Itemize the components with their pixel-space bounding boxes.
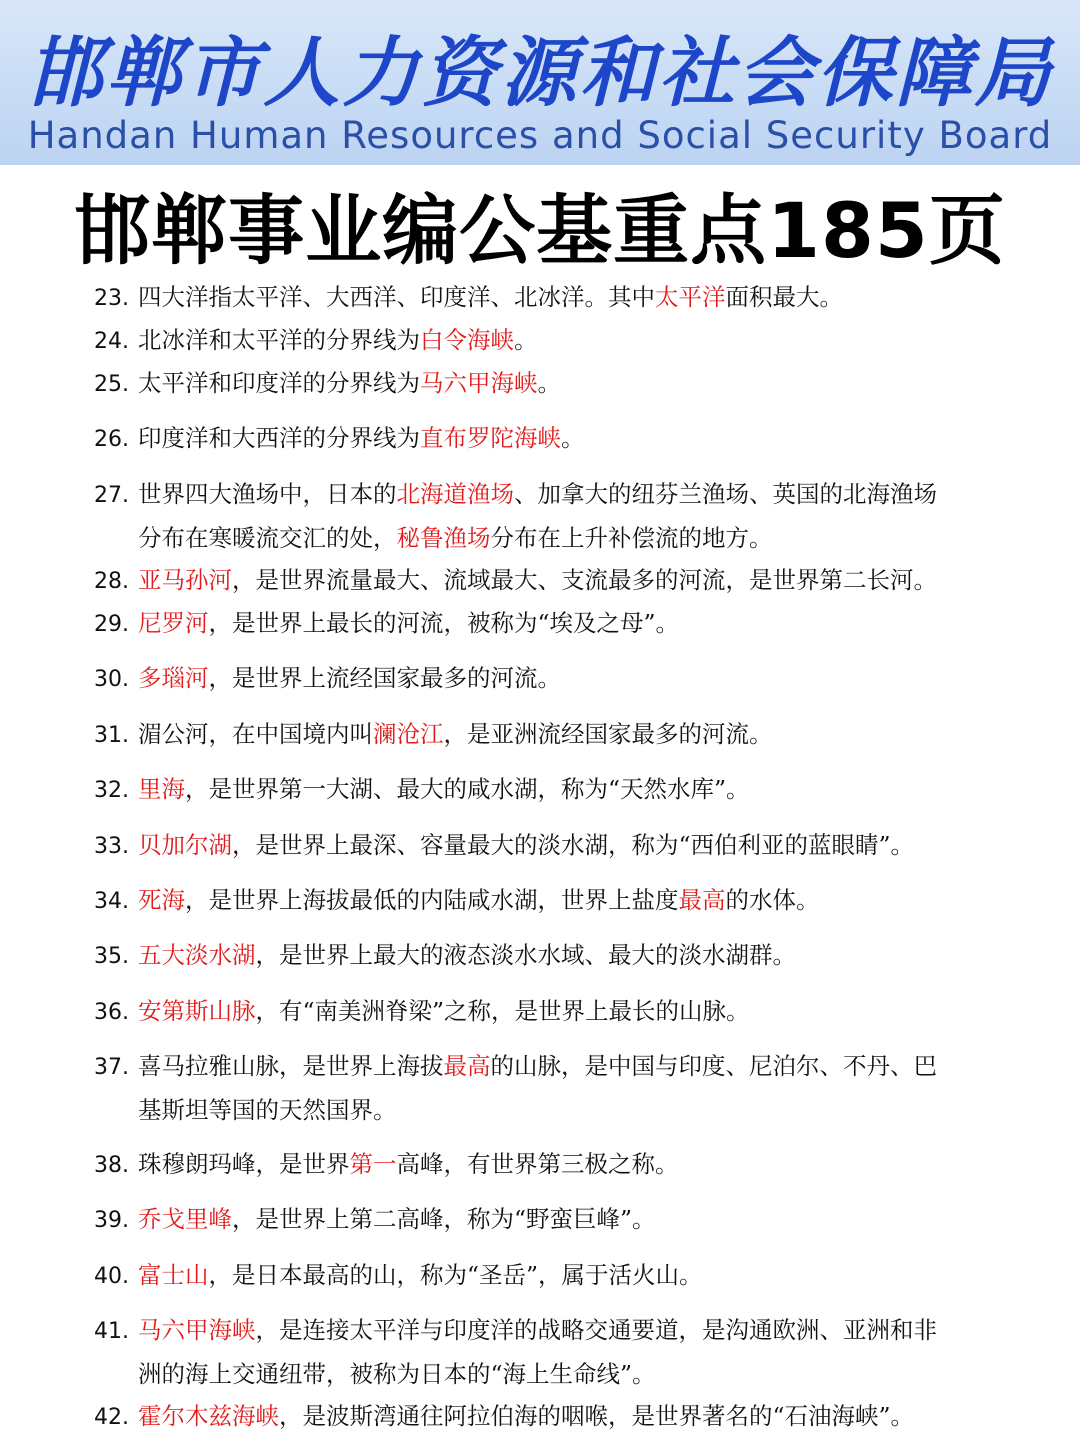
item-number: 30. xyxy=(94,667,129,692)
item-number: 29. xyxy=(94,612,129,637)
knowledge-point-item xyxy=(94,362,974,406)
item-number: 31. xyxy=(94,723,129,748)
item-text: 分布在寒暖流交汇的处， xyxy=(138,524,397,552)
highlight-text: 里海 xyxy=(138,775,185,803)
item-line xyxy=(94,1353,974,1396)
knowledge-point-item xyxy=(94,276,974,320)
knowledge-point-item xyxy=(94,768,974,812)
knowledge-point-item xyxy=(94,1254,974,1298)
item-line xyxy=(94,934,974,978)
knowledge-point-item xyxy=(94,990,974,1034)
item-line xyxy=(94,768,974,812)
highlight-text: 太平洋 xyxy=(655,283,726,311)
item-line xyxy=(94,1198,974,1242)
highlight-text: 贝加尔湖 xyxy=(138,831,232,859)
item-text: 印度洋和大西洋的分界线为 xyxy=(138,424,420,452)
item-text: 高峰，有世界第三极之称。 xyxy=(396,1150,679,1178)
item-line xyxy=(94,1045,974,1089)
item-text: ，是世界上最长的河流，被称为“埃及之母”。 xyxy=(208,609,680,637)
item-text: ，是连接太平洋与印度洋的战略交通要道，是沟通欧洲、亚洲和非 xyxy=(255,1316,937,1344)
item-text: ，是日本最高的山，称为“圣岳”，属于活火山。 xyxy=(208,1261,703,1289)
item-number: 39. xyxy=(94,1208,129,1233)
item-line xyxy=(94,362,974,406)
knowledge-point-item xyxy=(94,1198,974,1242)
item-text: 。 xyxy=(561,424,585,452)
item-text: 、加拿大的纽芬兰渔场、英国的北海渔场 xyxy=(514,480,937,508)
item-text: ，是世界上流经国家最多的河流。 xyxy=(208,664,561,692)
item-text: 。 xyxy=(514,326,538,354)
highlight-text: 最高 xyxy=(443,1052,491,1080)
highlight-text: 富士山 xyxy=(138,1261,209,1289)
item-text: ，是世界第一大湖、最大的咸水湖，称为“天然水库”。 xyxy=(185,775,750,803)
item-text: 世界四大渔场中，日本的 xyxy=(138,480,397,508)
item-text: 洲的海上交通纽带，被称为日本的“海上生命线”。 xyxy=(138,1360,656,1388)
item-text: ，是亚洲流经国家最多的河流。 xyxy=(443,720,773,748)
item-number: 42. xyxy=(94,1405,129,1430)
item-line xyxy=(94,879,974,923)
item-number: 36. xyxy=(94,1000,129,1025)
knowledge-point-item xyxy=(94,559,974,603)
highlight-text: 多瑙河 xyxy=(138,664,209,692)
highlight-text: 澜沧江 xyxy=(373,720,444,748)
item-text: 喜马拉雅山脉，是世界上海拔 xyxy=(138,1052,444,1080)
item-number: 35. xyxy=(94,944,129,969)
item-text: 的水体。 xyxy=(725,886,820,914)
highlight-text: 北海道渔场 xyxy=(396,480,514,508)
item-line xyxy=(94,559,974,603)
item-text: 四大洋指太平洋、大西洋、印度洋、北冰洋。其中 xyxy=(138,283,655,311)
item-text: ，是世界上海拔最低的内陆咸水湖，世界上盐度 xyxy=(185,886,679,914)
item-text: 分布在上升补偿流的地方。 xyxy=(490,524,773,552)
item-number: 37. xyxy=(94,1055,129,1080)
item-text: 北冰洋和太平洋的分界线为 xyxy=(138,326,420,354)
header-banner xyxy=(0,0,1080,165)
item-line xyxy=(94,473,974,517)
item-text: ，是世界上第二高峰，称为“野蛮巨峰”。 xyxy=(232,1205,656,1233)
highlight-text: 第一 xyxy=(349,1150,397,1178)
highlight-text: 秘鲁渔场 xyxy=(396,524,491,552)
item-line xyxy=(94,990,974,1034)
item-line xyxy=(94,1143,974,1187)
item-text: ，有“南美洲脊梁”之称，是世界上最长的山脉。 xyxy=(255,997,750,1025)
document-title: 邯郸事业编公基重点185页 xyxy=(74,186,1006,275)
item-number: 34. xyxy=(94,889,129,914)
item-text: 太平洋和印度洋的分界线为 xyxy=(138,369,420,397)
item-text: 面积最大。 xyxy=(725,283,843,311)
item-text: ，是波斯湾通往阿拉伯海的咽喉，是世界著名的“石油海峡”。 xyxy=(279,1402,915,1430)
knowledge-point-item xyxy=(94,824,974,868)
item-line xyxy=(94,319,974,363)
highlight-text: 死海 xyxy=(138,886,185,914)
item-line xyxy=(94,824,974,868)
knowledge-point-item xyxy=(94,713,974,757)
highlight-text: 最高 xyxy=(678,886,726,914)
knowledge-point-item xyxy=(94,879,974,923)
item-number: 41. xyxy=(94,1319,129,1344)
item-number: 25. xyxy=(94,372,129,397)
knowledge-point-item xyxy=(94,319,974,363)
highlight-text: 霍尔木兹海峡 xyxy=(138,1402,279,1430)
highlight-text: 五大淡水湖 xyxy=(138,941,256,969)
item-number: 26. xyxy=(94,427,129,452)
knowledge-point-item xyxy=(94,657,974,701)
item-number: 27. xyxy=(94,483,129,508)
item-text: 。 xyxy=(537,369,561,397)
knowledge-point-item xyxy=(94,1395,974,1439)
item-text: ，是世界上最大的液态淡水水域、最大的淡水湖群。 xyxy=(255,941,796,969)
item-text: 的山脉，是中国与印度、尼泊尔、不丹、巴 xyxy=(490,1052,937,1080)
item-number: 33. xyxy=(94,834,129,859)
highlight-text: 直布罗陀海峡 xyxy=(420,424,561,452)
knowledge-point-item xyxy=(94,934,974,978)
item-number: 28. xyxy=(94,569,129,594)
highlight-text: 白令海峡 xyxy=(420,326,514,354)
item-text: 基斯坦等国的天然国界。 xyxy=(138,1096,397,1124)
knowledge-point-item xyxy=(94,1143,974,1187)
highlight-text: 马六甲海峡 xyxy=(138,1316,256,1344)
knowledge-point-item xyxy=(94,1309,974,1396)
item-number: 24. xyxy=(94,329,129,354)
item-line xyxy=(94,517,974,560)
item-line xyxy=(94,1395,974,1439)
item-line xyxy=(94,1309,974,1353)
item-number: 32. xyxy=(94,778,129,803)
item-number: 38. xyxy=(94,1153,129,1178)
knowledge-point-item xyxy=(94,417,974,461)
highlight-text: 马六甲海峡 xyxy=(420,369,538,397)
item-line xyxy=(94,602,974,646)
item-text: ，是世界上最深、容量最大的淡水湖，称为“西伯利亚的蓝眼睛”。 xyxy=(232,831,915,859)
bureau-name-en: Handan Human Resources and Social Security Board xyxy=(27,114,1053,157)
bureau-name-cn: 邯郸市人力资源和社会保障局 xyxy=(26,28,1054,117)
item-text: ，是世界流量最大、流域最大、支流最多的河流，是世界第二长河。 xyxy=(232,566,937,594)
item-line xyxy=(94,417,974,461)
knowledge-point-item xyxy=(94,602,974,646)
item-line xyxy=(94,657,974,701)
knowledge-point-item xyxy=(94,473,974,560)
item-line xyxy=(94,1089,974,1132)
item-text: 湄公河，在中国境内叫 xyxy=(138,720,373,748)
item-number: 40. xyxy=(94,1264,129,1289)
item-line xyxy=(94,713,974,757)
highlight-text: 乔戈里峰 xyxy=(138,1205,232,1233)
highlight-text: 亚马孙河 xyxy=(138,566,232,594)
highlight-text: 安第斯山脉 xyxy=(138,997,256,1025)
highlight-text: 尼罗河 xyxy=(138,609,209,637)
item-line xyxy=(94,276,974,320)
item-number: 23. xyxy=(94,286,129,311)
knowledge-point-item xyxy=(94,1045,974,1132)
item-line xyxy=(94,1254,974,1298)
item-text: 珠穆朗玛峰，是世界 xyxy=(138,1150,350,1178)
